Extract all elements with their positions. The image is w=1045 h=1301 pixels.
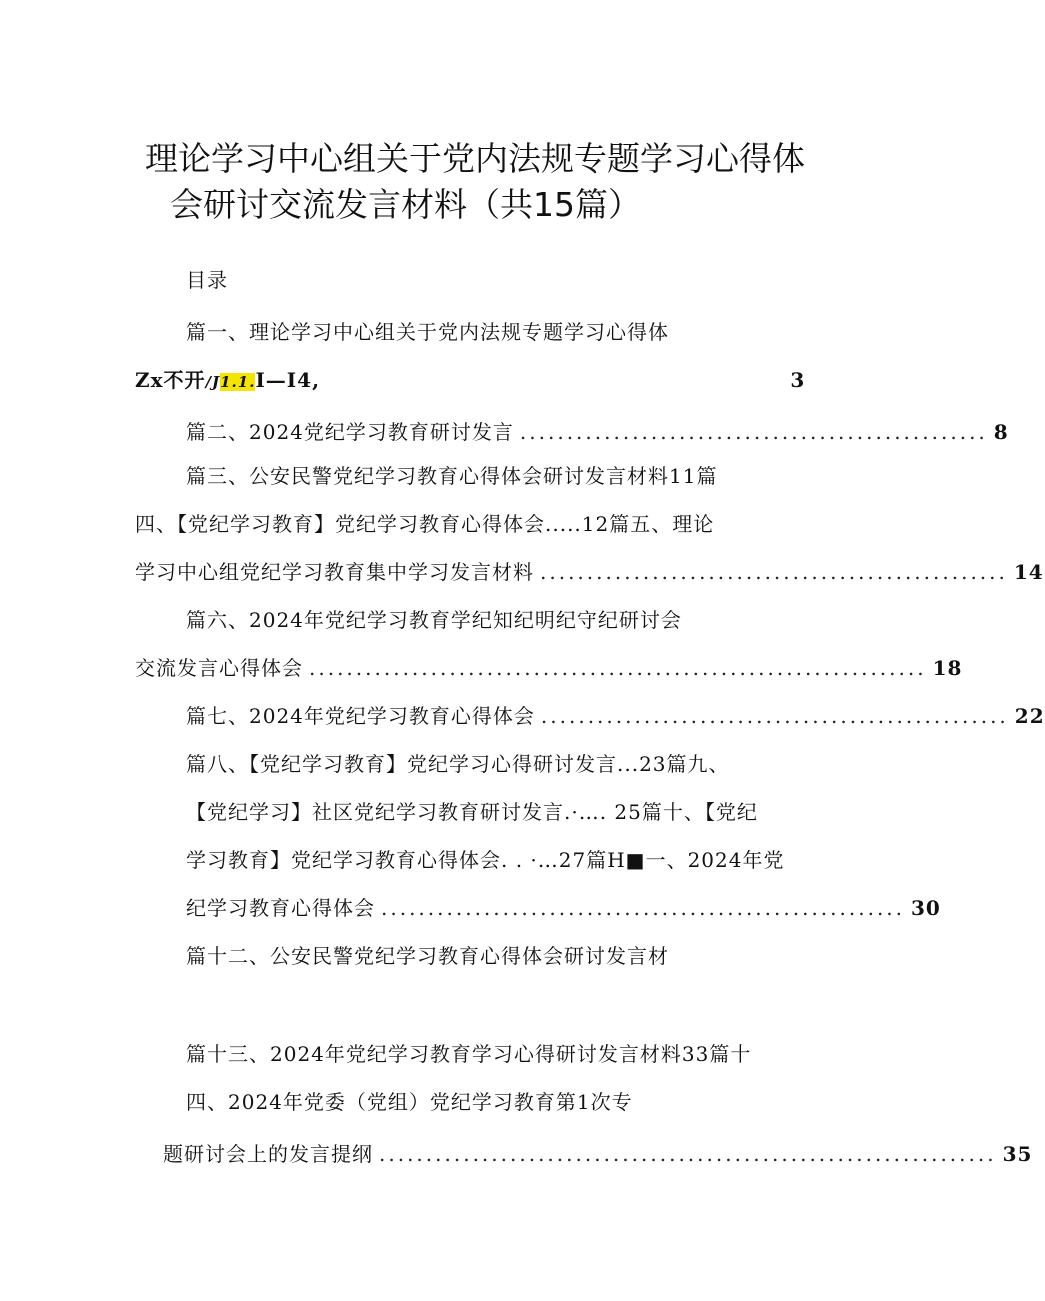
toc-entry-1-cont[interactable] [135,366,806,396]
toc-entry-text: 纪学习教育心得体会 [186,896,375,920]
dot-leader: .................................................................. [309,656,927,680]
page-number: 22 [1014,704,1045,728]
toc-entry-5[interactable] [135,558,1044,586]
highlighted-text: 1.1. [220,373,256,391]
page-number: 3 [790,368,806,392]
title-line-2: 会研讨交流发言材料（共15篇） [170,185,641,224]
toc-entry-4[interactable]: 四、【党纪学习教育】党纪学习教育心得体会.....12篇五、理论 [135,512,715,536]
page-number: 35 [1002,1142,1033,1166]
page-number: 8 [993,420,1009,444]
toc-entry-10[interactable]: 学习教育】党纪学习教育心得体会. . ·…27篇H■一、2024年党 [186,848,785,872]
toc-entry-text: 学习中心组党纪学习教育集中学习发言材料 [135,560,534,584]
toc-entry-text: 交流发言心得体会 [135,656,303,680]
dot-leader: .................................................. [540,560,1008,584]
toc-entry-13[interactable]: 篇十三、2024年党纪学习教育学习心得研讨发言材料33篇十 [186,1042,752,1066]
toc-text-garbled-end: I—I4, [255,368,321,392]
toc-entry-6[interactable]: 篇六、2024年党纪学习教育学纪知纪明纪守纪研讨会 [186,608,682,632]
toc-entry-2[interactable] [186,418,1009,446]
toc-entry-3[interactable]: 篇三、公安民警党纪学习教育心得体会研讨发言材料11篇 [186,464,718,488]
toc-text-garbled-small: /J [205,373,221,391]
toc-entry-text: 篇二、2024党纪学习教育研讨发言 [186,420,514,444]
toc-entry-text: 题研讨会上的发言提纲 [163,1142,373,1166]
dot-leader: .................................................. [519,420,988,444]
toc-entry-text: 篇七、2024年党纪学习教育心得体会 [186,704,535,728]
toc-entry-6-cont[interactable] [135,654,963,682]
toc-entry-11[interactable] [186,894,941,922]
page-number: 18 [932,656,963,680]
toc-heading: 目录 [186,268,228,292]
page-number: 30 [911,896,941,920]
toc-entry-9[interactable]: 【党纪学习】社区党纪学习教育研讨发言.·…. 25篇十、【党纪 [186,800,758,824]
page-number: 14 [1013,560,1044,584]
dot-leader: .................................................................. [379,1142,997,1166]
toc-entry-8[interactable]: 篇八、【党纪学习教育】党纪学习心得研讨发言...23篇九、 [186,752,730,776]
toc-entry-14[interactable]: 四、2024年党委（党组）党纪学习教育第1次专 [186,1090,633,1114]
dot-leader: .................................................. [540,704,1009,728]
toc-entry-7[interactable] [186,702,1045,730]
toc-entry-12[interactable]: 篇十二、公安民警党纪学习教育心得体会研讨发言材 [186,944,669,968]
title-line-1: 理论学习中心组关于党内法规专题学习心得体 [145,139,805,178]
toc-entry-14-cont[interactable] [163,1140,1033,1168]
toc-entry-1[interactable]: 篇一、理论学习中心组关于党内法规专题学习心得体 [186,320,669,344]
dot-leader: ........................................................ [381,896,906,920]
document-title [145,136,825,228]
toc-text-garbled: Zx不开 [135,368,206,392]
